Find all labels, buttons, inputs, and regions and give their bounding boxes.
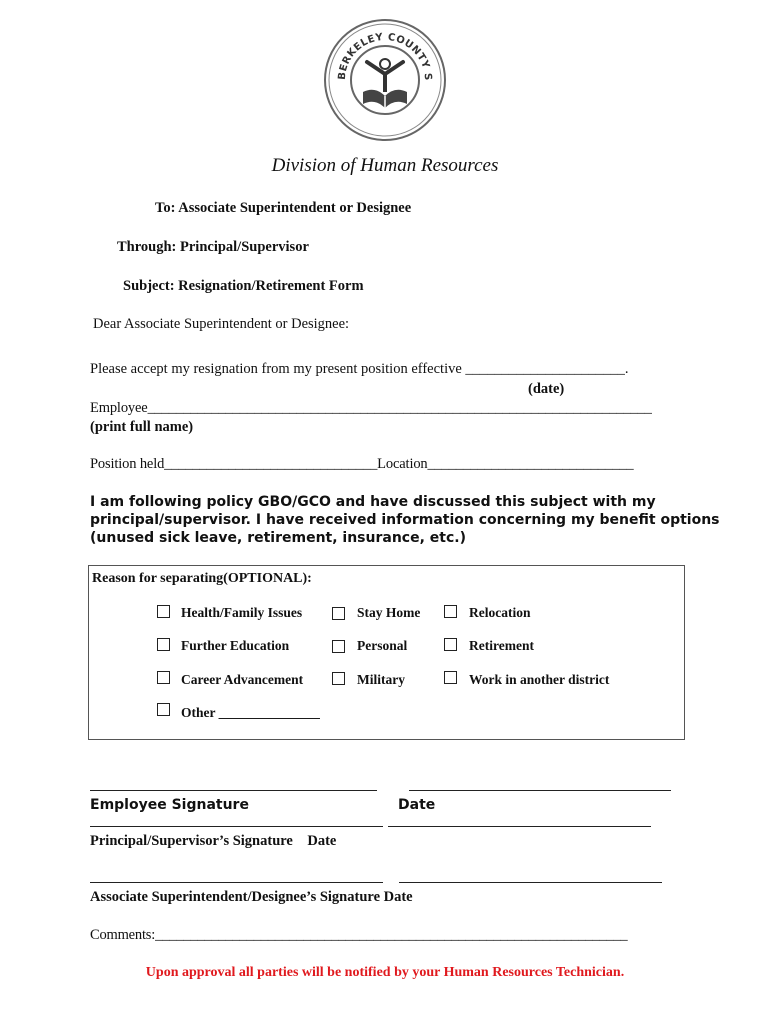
print-name-caption: (print full name) — [90, 419, 194, 435]
option-further-education: Further Education — [181, 638, 290, 653]
page-title: Division of Human Resources — [271, 155, 499, 176]
position-location-line[interactable]: Position held______________________________Location_____________________________ — [90, 456, 634, 472]
reason-heading: Reason for separating(OPTIONAL): — [92, 571, 312, 586]
policy-statement: I am following policy GBO/GCO and have discussed this subject with my principal/supervisor. I have received information concerning my benefit options (unused sick leave, retirement, insurance, etc.) — [90, 494, 720, 546]
option-career-advancement: Career Advancement — [181, 672, 304, 687]
associate-signature-label: Associate Superintendent/Designee’s Signature Date — [90, 889, 413, 905]
employee-signature-label: Employee Signature — [90, 797, 249, 813]
checkbox-career-advancement[interactable] — [157, 671, 170, 684]
reason-box — [88, 565, 685, 740]
district-logo — [323, 18, 447, 142]
logo-ring-text: BERKELEY COUNTY S — [336, 31, 434, 82]
checkbox-further-education[interactable] — [157, 638, 170, 651]
principal-signature-line[interactable] — [90, 826, 383, 827]
approval-notice: Upon approval all parties will be notified by your Human Resources Technician. — [145, 965, 625, 980]
option-military: Military — [357, 672, 405, 687]
checkbox-health-family[interactable] — [157, 605, 170, 618]
option-relocation: Relocation — [469, 605, 531, 620]
employee-name-line[interactable]: Employee_______________________________________________________________________ — [90, 400, 652, 416]
associate-date-line[interactable] — [399, 882, 662, 883]
option-stay-home: Stay Home — [357, 605, 421, 620]
effective-date-line[interactable]: Please accept my resignation from my present position effective ______________________. — [90, 361, 629, 377]
checkbox-other[interactable] — [157, 703, 170, 716]
salutation: Dear Associate Superintendent or Designee: — [93, 316, 350, 332]
employee-date-line[interactable] — [409, 790, 671, 791]
employee-signature-line[interactable] — [90, 790, 377, 791]
checkbox-relocation[interactable] — [444, 605, 457, 618]
employee-date-label: Date — [398, 797, 436, 813]
option-retirement: Retirement — [469, 638, 534, 653]
checkbox-personal[interactable] — [332, 640, 345, 653]
option-work-another-district: Work in another district — [469, 672, 610, 687]
memo-through: Through: Principal/Supervisor — [117, 239, 309, 255]
checkbox-work-another-district[interactable] — [444, 671, 457, 684]
date-caption: (date) — [528, 381, 565, 397]
comments-line[interactable]: Comments:___________________________________________________________________ — [90, 927, 628, 943]
option-health-family: Health/Family Issues — [181, 605, 303, 620]
checkbox-stay-home[interactable] — [332, 607, 345, 620]
memo-to: To: Associate Superintendent or Designee — [155, 200, 412, 216]
option-personal: Personal — [357, 638, 408, 653]
principal-date-line[interactable] — [388, 826, 651, 827]
memo-subject: Subject: Resignation/Retirement Form — [123, 278, 364, 294]
associate-signature-line[interactable] — [90, 882, 383, 883]
checkbox-retirement[interactable] — [444, 638, 457, 651]
principal-signature-label: Principal/Supervisor’s Signature Date — [90, 833, 337, 849]
checkbox-military[interactable] — [332, 672, 345, 685]
option-other[interactable]: Other _______________ — [181, 705, 320, 720]
